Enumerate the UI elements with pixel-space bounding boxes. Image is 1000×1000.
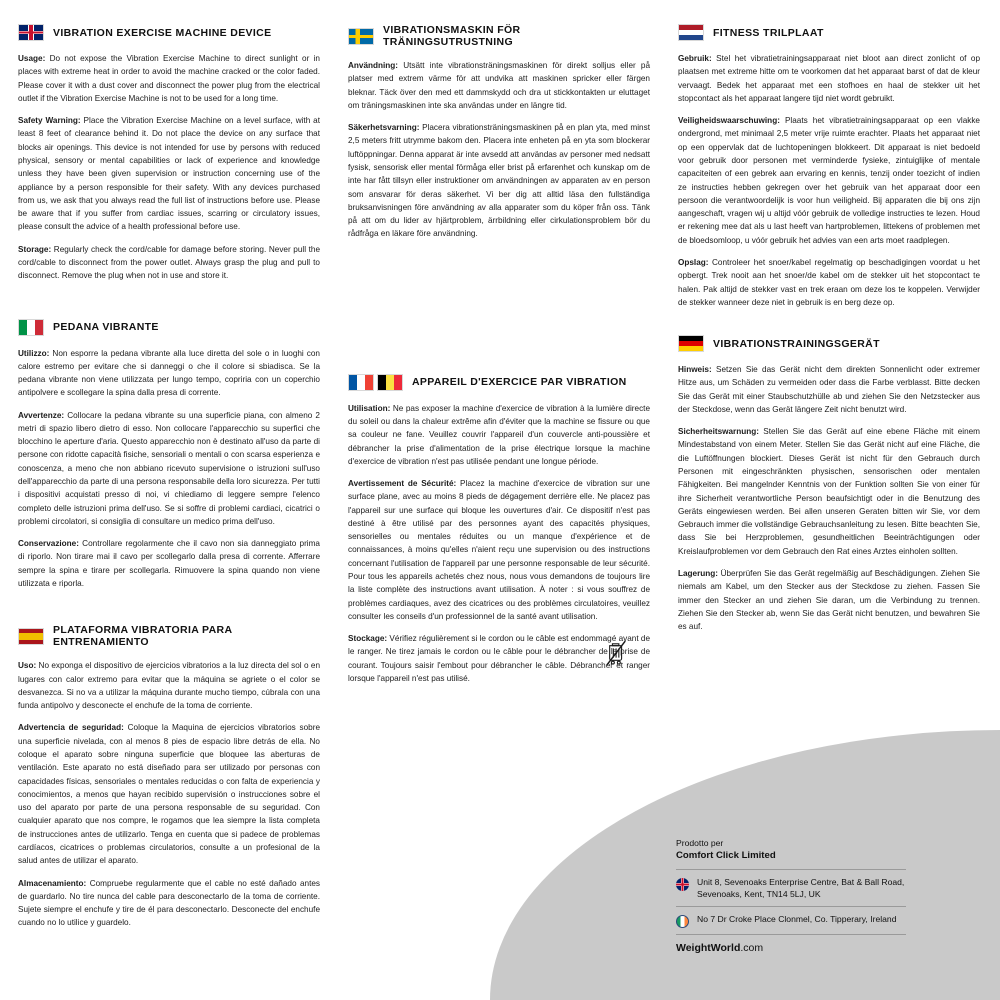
brand-tld: .com [740, 941, 764, 954]
section-title: APPAREIL D'EXERCICE PAR VIBRATION [412, 376, 627, 389]
paragraph-usage [678, 52, 980, 105]
france-belgium-flag-icon [348, 374, 403, 391]
paragraph-text: Placera vibrationsträningsmaskinen på en plan yta, med minst 2,5 meters fritt utrymme bakom den. Placera inte enheten på en yta som blockerar luftöppningar. Denna apparat är inte avsedd att användas av personer med nedsatt fysisk, sensorisk eller mental förmåga eller brist på erfarenhet och kunskap om de inte har fått tillsyn eller instruktioner om användningen av apparaten av en person som ansvarar för deras säkerhet. Vi ber dig att alltid läsa den fullständiga bruksanvisningen före användning av alla apparater som du köper från oss. Tänk på att om du lider av hjärtproblem, ärrbildning eller cirkulationsproblem bör du rådfråga en läkare före användning. [348, 123, 650, 239]
france-flag-icon [348, 374, 374, 391]
paragraph-text: Plaats het vibratietrainingsapparaat op een vlakke ondergrond, met minimaal 2,5 meter vrije ruimte erachter. Plaats het apparaat niet op een oppervlak dat de luchtopeningen blokkeert. Dit apparaat is niet bedoeld voor gebruik door personen met verminderde fysieke, zintuiglijke of mentale capaciteiten of een gebrek aan ervaring en kennis, tenzij onder toezicht of indien ze instructies hebben gekregen over het gebruik van het apparaat door een persoon die verantwoordelijk is voor hun veiligheid. Bij apparaten die bij ons zijn aangeschaft, vragen wij u altijd vóór gebruik de volledige instructies te lezen. Houd er rekening mee dat als u last heeft van hartproblemen, littekens of problemen met de bloedsomloop, u vóór gebruik het advies van een arts moet raadplegen. [678, 116, 980, 245]
paragraph-label: Säkerhetsvarning: [348, 123, 420, 133]
paragraph-text: No exponga el dispositivo de ejercicios vibratorios a la luz directa del sol o en lugares con calor extremo para evitar que la máquina se agriete o el color se desvanezca. Si no va a utilizar la máquina durante mucho tiempo, cúbrala con una funda antipolvo y desconecte el enchufe de la toma de corriente. [18, 661, 320, 711]
spain-flag-icon [18, 628, 44, 645]
section-header [18, 624, 320, 648]
paragraph-safety [678, 425, 980, 558]
paragraph-text: Überprüfen Sie das Gerät regelmäßig auf Beschädigungen. Ziehen Sie niemals am Kabel, um den Stecker aus der Steckdose zu ziehen. Fassen Sie immer den Stecker an und ziehen Sie daran, um die Verbindung zu trennen. Ziehen Sie den Stecker ab, wenn Sie das Gerät nicht benutzen, und bewahren Sie es auf. [678, 569, 980, 632]
paragraph-text: Do not expose the Vibration Exercise Machine to direct sunlight or in places with extreme heat in order to avoid the machine cracked or the color faded. Please cover it with a dust cover and disconnect the power plug from the electrical outlet if the Vibration Exercise Machine is not to be used for a long time. [18, 54, 320, 103]
paragraph-label: Storage: [18, 244, 52, 254]
paragraph-text: Place the Vibration Exercise Machine on a level surface, with at least 8 feet of clearance behind it. Do not place the device on any surface that blocks air openings. This device is not intended for use by persons with reduced physical, sensory or mental capabilities or lack of experience and knowledge unless they have been given supervision or instruction concerning use of the appliance by a person responsible for their safety. With any devices purchased from us, we ask that you always read the full list of instructions before use. Please be aware that if you suffer from cardiac issues, scarring or circulatory issues, please consult the advice of a health professional before use. [18, 116, 320, 232]
paragraph-safety [348, 477, 650, 623]
section-header [18, 319, 320, 336]
section-dutch [678, 24, 980, 309]
paragraph-safety [18, 409, 320, 529]
italy-flag-icon [18, 319, 44, 336]
paragraph-label: Avvertenze: [18, 410, 65, 420]
paragraph-label: Stockage: [348, 634, 388, 644]
paragraph-text: Regularly check the cord/cable for damage before storing. Never pull the cord/cable to disconnect from the power outlet. Always grasp the plug and pull to disconnect. Remove the plug when not in use and store it. [18, 244, 320, 281]
section-italian [18, 319, 320, 591]
belgium-flag-icon [377, 374, 403, 391]
paragraph-usage [348, 59, 650, 112]
paragraph-storage [348, 632, 650, 685]
paragraph-label: Gebruik: [678, 54, 712, 63]
company-name: Comfort Click Limited [676, 849, 776, 861]
sweden-flag-icon [348, 28, 374, 45]
paragraph-text: Utsätt inte vibrationsträningsmaskinen för direkt solljus eller på platser med extrem värme för att undvika att maskinen spricker eller färgen bleknar. Täck över den med ett dammskydd och dra ut stickkontakten ur eluttaget om träningsmaskinen inte ska användas under en längre tid. [348, 61, 650, 110]
paragraph-text: Setzen Sie das Gerät nicht dem direkten Sonnenlicht oder extremer Hitze aus, um Schäden zu vermeiden oder dass die Farbe verblasst. Bitte decken Sie das Gerät mit einer Staubschutzhülle ab und ziehen Sie den Netzstecker aus der Steckdose, wenn das Gerät längere Zeit nicht benutzt wird. [678, 365, 980, 414]
paragraph-usage [678, 363, 980, 416]
paragraph-text: Placez la machine d'exercice de vibration sur une surface plane, avec au moins 8 pieds de dégagement derrière elle. Ne placez pas l'appareil sur une surface qui bloque les ouvertures d'air. Ce dispositif n'est pas destiné à être utilisé par des personnes ayant des capacités physiques, sensorielles ou mentales réduites ou un manque d'expérience et de connaissances, à moins qu'elles n'aient reçu une supervision ou des instructions concernant l'utilisation de l'appareil par une personne responsable de leur sécurité. Pour tous les appareils achetés chez nous, nous vous demandons de toujours lire la liste complète des instructions avant utilisation. À noter : si vous souffrez de problèmes cardiaques, avez des cicatrices ou des problèmes circulatoires, veuillez consulter les conseils d'un professionnel de la santé avant utilisation. [348, 479, 650, 621]
address-text: Unit 8, Sevenoaks Enterprise Centre, Bat & Ball Road, Sevenoaks, Kent, TN14 5LJ, UK [697, 876, 905, 899]
paragraph-storage [18, 537, 320, 590]
paragraph-safety [678, 114, 980, 247]
section-french [348, 374, 650, 686]
paragraph-text: Stellen Sie das Gerät auf eine ebene Fläche mit einem Mindestabstand von einem Meter. Stellen Sie das Gerät nicht auf eine Fläche, die die Luftöffnungen blockiert. Dieses Gerät ist nicht für den Gebrauch durch Personen mit eingeschränkten physischen, sensorischen oder mentalen Fähigkeiten. Bei mangelnder Kenntnis von der Funktion sollten Sie von einer für ihre Sicherheit verantwortliche Person beaufsichtigt oder in die Benutzung des Geräts eingewiesen werden. Bei allen unseren Geraten bitten wir Sie, vor dem Gebrauch immer die vollständige Gebrauchsanleitung zu lesen. Bitte beachten Sie, dass Sie bei Herzproblemen, gesundheitlichen Beeinträchtigungen oder Kreislaufproblemen vor dem Gebrauch den Rat eines Arztes einholen sollten. [678, 427, 980, 556]
section-title: VIBRATIONSMASKIN FÖR TRÄNINGSUTRUSTNING [383, 24, 521, 48]
section-title: PLATAFORMA VIBRATORIA PARA ENTRENAMIENTO [53, 624, 233, 649]
section-header [348, 374, 650, 391]
paragraph-text: Vérifiez régulièrement si le cordon ou le câble est endommagé avant de le ranger. Ne tirez jamais le cordon ou le câble pour le débrancher de la prise de courant. Toujours saisir l'embout pour débrancher le câble. Débrancher et ranger lorsque l'appareil n'est pas utilisé. [348, 634, 650, 683]
paragraph-label: Conservazione: [18, 539, 79, 549]
paragraph-storage [678, 256, 980, 309]
footer-card [676, 838, 906, 954]
paragraph-text: Stel het vibratietrainingsapparaat niet bloot aan direct zonlicht of op plaatsen met extreme hitte om te voorkomen dat het apparaat barst of dat de kleur vervaagt. Bedek het apparaat met een stofhoes en haal de stekker uit het stopcontact als het apparaat langere tijd niet wordt gebruikt. [678, 54, 980, 103]
paragraph-label: Advertencia de seguridad: [18, 723, 124, 733]
paragraph-usage [18, 659, 320, 712]
paragraph-label: Lagerung: [678, 569, 719, 578]
paragraph-usage [348, 402, 650, 468]
paragraph-label: Safety Warning: [18, 116, 81, 126]
paragraph-usage [18, 347, 320, 400]
brand-logo [676, 934, 906, 954]
section-spanish [18, 624, 320, 929]
section-header [348, 24, 650, 48]
address-row-uk [676, 869, 906, 906]
paragraph-text: Compruebe regularmente que el cable no esté dañado antes de guardarlo. No tire nunca del cable para desconectarlo de la toma de corriente. Sujete siempre el enchufe y tire de él para desconectarlo. Desconecte del enchufe cuando no lo utilice y guardelo. [18, 878, 320, 928]
paragraph-usage [18, 52, 320, 105]
paragraph-safety [348, 121, 650, 241]
paragraph-label: Usage: [18, 54, 46, 63]
paragraph-text: Controleer het snoer/kabel regelmatig op beschadigingen voordat u het opbergt. Trek nooit aan het snoer/de kabel om de stekker uit het stopcontact te halen. Pak altijd de stekker vast en trek eraan om deze los te koppelen. Verwijder de stekker wanneer deze niet in gebruik is en berg deze op. [678, 257, 980, 307]
paragraph-safety [18, 114, 320, 234]
column-left [18, 24, 320, 956]
section-title: VIBRATIONSTRAININGSGERÄT [713, 337, 880, 350]
uk-flag-round-icon [676, 878, 689, 891]
paragraph-label: Utilisation: [348, 403, 391, 413]
section-title: PEDANA VIBRANTE [53, 321, 159, 333]
paragraph-text: Non esporre la pedana vibrante alla luce diretta del sole o in luoghi con calore estremo per evitare che si danneggi o che il colore si sbiadisca. Se la pedana vibrante non viene utilizzata per lungo tempo, copriria con un coperchio antipolvere e scollegare la spina dalla presa di corrente. [18, 348, 320, 398]
uk-flag-icon [18, 24, 44, 41]
paragraph-label: Uso: [18, 661, 37, 671]
paragraph-label: Sicherheitswarnung: [678, 427, 759, 437]
ireland-flag-round-icon [676, 915, 689, 928]
section-header [18, 24, 320, 41]
paragraph-text: Controllare regolarmente che il cavo non sia danneggiato prima di riporlo. Non tirare mai il cavo per scollegarlo dalla presa di corrente. Afferrare sempre la spina e tirare per scollegarla. Rimuovere la spina quando non viene utilizzata e riporla. [18, 539, 320, 588]
paragraph-label: Utilizzo: [18, 348, 50, 358]
section-german [678, 335, 980, 633]
paragraph-label: Opslag: [678, 257, 709, 267]
column-right [678, 24, 980, 659]
section-english [18, 24, 320, 283]
germany-flag-icon [678, 335, 704, 352]
paragraph-label: Hinweis: [678, 365, 712, 375]
paragraph-text: Ne pas exposer la machine d'exercice de vibration à la lumière directe du soleil ou dans la chaleur extrême afin d'éviter que la machine se fissure ou que sa couleur ne fane. Veuillez couvrir l'appareil d'un couvercle anti-poussière et débrancher la prise d'alimentation de la prise électrique lorsque la machine d'exercice de vibration n'est pas utilisée pendant une longue période. [348, 403, 650, 466]
section-header [678, 24, 980, 41]
made-for-label: Prodotto per [676, 838, 724, 848]
section-title: VIBRATION EXERCISE MACHINE DEVICE [53, 26, 272, 39]
section-swedish [348, 24, 650, 241]
paragraph-text: Coloque la Maquina de ejercicios vibratorios sobre una superficie nivelada, con al menos 8 pies de espacio libre detrás de ella. No coloque el aparato sobre ninguna superficie que bloquee las aberturas de ventilación. Este aparato no está diseñado para ser utilizado por personas con capacidades físicas, sensoriales o mentales reducidas o con falta de experiencia y conocimientos, a menos que hayan recibido supervisión o instrucciones sobre el uso del aparato por parte de una persona responsable de su seguridad. Con cualquier aparato que nos compre, le rogamos que lea siempre la lista completa de instrucciones antes de utilizarlo. Tenga en cuenta que si padece de problemas cardíacos, cicatrices o problemas circulatorios, consulte a un profesional de la salud antes de utilizar el aparato. [18, 723, 320, 866]
address-row-ireland [676, 906, 906, 934]
section-header [678, 335, 980, 352]
paragraph-text: Collocare la pedana vibrante su una superficie piana, con almeno 2 metri di spazio libero dietro di esso. Non collocare l'apparecchio su superfici che blocchino le aperture d'aria. Questo apparecchio non è destinato all'uso da parte di persone con ridotte capacità fisiche, sensoriali o mentali o con scarsa esperienza e conoscenza, a meno che non abbiano ricevuto supervisione o istruzioni sull'uso dell'apparecchio da parte di una persona responsabile della loro sicurezza. Per tutti i dispositivi acquistati presso di noi, vi chiediamo di leggere sempre l'elenco completo delle istruzioni prima dell'uso. Se si soffre di problemi cardiaci, cicatrici o problemi circolatori, si consiglia di consultare un medico prima dell'uso. [18, 410, 320, 526]
paragraph-label: Almacenamiento: [18, 878, 87, 888]
section-title: FITNESS TRILPLAAT [713, 26, 824, 39]
paragraph-label: Avertissement de Sécurité: [348, 479, 457, 489]
netherlands-flag-icon [678, 24, 704, 41]
paragraph-safety [18, 721, 320, 867]
paragraph-label: Användning: [348, 61, 399, 70]
paragraph-storage [678, 567, 980, 633]
column-middle [348, 24, 650, 711]
paragraph-storage [18, 243, 320, 283]
paragraph-storage [18, 877, 320, 930]
crossed-out-wheelie-bin-icon [606, 640, 628, 666]
brand-name: WeightWorld [676, 941, 741, 954]
paragraph-label: Veiligheidswaarschuwing: [678, 116, 780, 126]
address-text: No 7 Dr Croke Place Clonmel, Co. Tipperary, Ireland [697, 913, 897, 924]
